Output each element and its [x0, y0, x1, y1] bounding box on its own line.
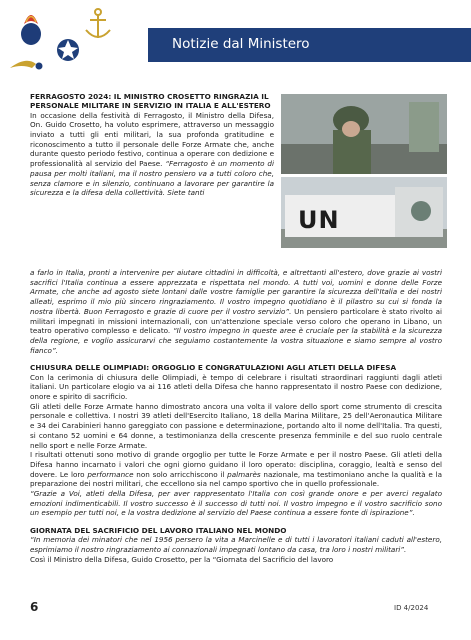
- text: palmarès: [227, 469, 261, 479]
- text: I risultati ottenuti sono motivo di grande orgoglio per tutte le Forze Armate e per il nostro Paese. Gli atleti della Difesa hanno incarnato i valori che ogni giorno guidano il loro operato: disciplina, coraggio, lealtà e senso del dovere. Le loro: [30, 450, 442, 479]
- quote: “Il vostro impegno in queste aree è cruciale per la stabilità e la sicurezza della regione, e voglio assicurarvi che seguiamo costantemente la vostra situazione e siamo sempre al vostro fianco”.: [30, 326, 442, 355]
- paragraph: Gli atleti delle Forze Armate hanno dimostrato ancora una volta il valore dello sport come strumento di crescita personale e collettiva. I nostri 39 atleti dell'Esercito Italiano, 18 della Marina Militare, 25 dell'Aeronautica Militare e 34 dei Carabinieri hanno gareggiato con passione e determinazione, portando alto il nome dell'Italia. Tra questi, si contano 52 uomini e 64 donne, a testimonianza della crescente presenza femminile e del suo ruolo centrale nello sport e nelle Forze Armate.: [30, 401, 442, 450]
- issue-label: ID 4/2024: [394, 604, 429, 612]
- text: performance: [87, 469, 134, 479]
- section-title-ferragosto: FERRAGOSTO 2024: IL MINISTRO CROSETTO RINGRAZIA IL PERSONALE MILITARE IN SERVIZIO IN ITALIA E ALL'ESTERO: [30, 92, 271, 111]
- navy-anchor-icon: [86, 9, 110, 38]
- air-force-wings-icon: [10, 61, 43, 70]
- article-body: [30, 268, 442, 565]
- article-ferragosto: [30, 92, 274, 198]
- soldier-photo: [281, 94, 447, 174]
- paragraph: [30, 268, 442, 355]
- army-grenade-icon: [21, 15, 41, 45]
- section-title-olimpiadi: CHIUSURA DELLE OLIMPIADI: ORGOGLIO E CONGRATULAZIONI AGLI ATLETI DELLA DIFESA: [30, 363, 397, 373]
- text: Un pensiero particolare è stato rivolto ai militari impegnati in missioni internazionali, con un'attenzione speciale verso coloro che operano in Libano, un teatro operativo complesso e delicato.: [30, 306, 442, 336]
- text: In occasione della festività di Ferragosto, il Ministro della Difesa, On. Guido Crosetto, ha voluto esprimere, attraverso un messaggio inviato a tutti gli enti militari, la sua profonda gratitudine e riconoscimento a tutto il personale delle Forze Armate che, anche durante questo periodo festivo, continua a operare con dedizione e professionalità al servizio del Paese.: [30, 110, 274, 169]
- quote-paragraph: “Grazie a Voi, atleti della Difesa, per aver rappresentato l'Italia con così grande onore e per averci regalato emozioni indimenticabili. Il vostro successo è il successo di tutti noi. Il vostro impegno e il vostro sacrificio sono un esempio per tutti noi, e la vostra dedizione al servizio del Paese continua a essere fonte di ispirazione”.: [30, 489, 442, 518]
- carabinieri-star-icon: [57, 39, 79, 61]
- quote-paragraph: “In memoria dei minatori che nel 1956 persero la vita a Marcinelle e di tutti i lavoratori italiani caduti all'estero, esprimiamo il nostro ringraziamento ai connazionali impegnati lontano da casa, tra loro i nostri militari”.: [30, 535, 442, 555]
- un-marking: UN: [298, 206, 340, 234]
- paragraph: Così il Ministro della Difesa, Guido Crosetto, per la “Giornata del Sacrificio del lavoro: [30, 554, 334, 564]
- text: nazionale, ma testimoniano anche la qualità e la preparazione dei nostri militari, che eccellono sia nel campo sportivo che in quello professionale.: [30, 469, 442, 489]
- quote: “Ferragosto è un momento di pausa per molti italiani, ma il nostro pensiero va a tutti coloro che, senza clamore e in silenzio, continuano a lavorare per garantire la sicurezza e la difesa della collettività. Siete tanti: [30, 159, 274, 198]
- paragraph: Con la cerimonia di chiusura delle Olimpiadi, è tempo di celebrare i risultati straordinari raggiunti dagli atleti italiani. Un particolare elogio va ai 116 atleti della Difesa che hanno rappresentato il nostro Paese con dedizione, onore e spirito di sacrificio.: [30, 372, 442, 402]
- paragraph: [30, 450, 442, 489]
- text: non solo arricchiscono il: [133, 469, 228, 479]
- quote: a farlo in Italia, pronti a intervenire per aiutare cittadini in difficoltà, e altrettanti all'estero, dove grazie ai vostri sacrifici l'Italia continua a essere apprezzata e rispettata nel mondo. A tutti voi, uomini e donne delle Forze Armate, che anche ad agosto siete lontani dalle vostre famiglie per garantire la sicurezza dell'Italia e dei nostri alleati, esprimo il mio più sincero ringraziamento. Il vostro impegno quotidiano è il pilastro su cui si fonda la nostra libertà. Buon Ferragosto e grazie di cuore per il vostro servizio”.: [30, 268, 442, 316]
- armed-forces-emblems: [6, 4, 136, 76]
- paragraph: [30, 111, 274, 198]
- page-number: 6: [30, 600, 39, 614]
- section-header-title: Notizie dal Ministero: [172, 36, 310, 52]
- section-title-lavoro: GIORNATA DEL SACRIFICIO DEL LAVORO ITALIANO NEL MONDO: [30, 526, 287, 536]
